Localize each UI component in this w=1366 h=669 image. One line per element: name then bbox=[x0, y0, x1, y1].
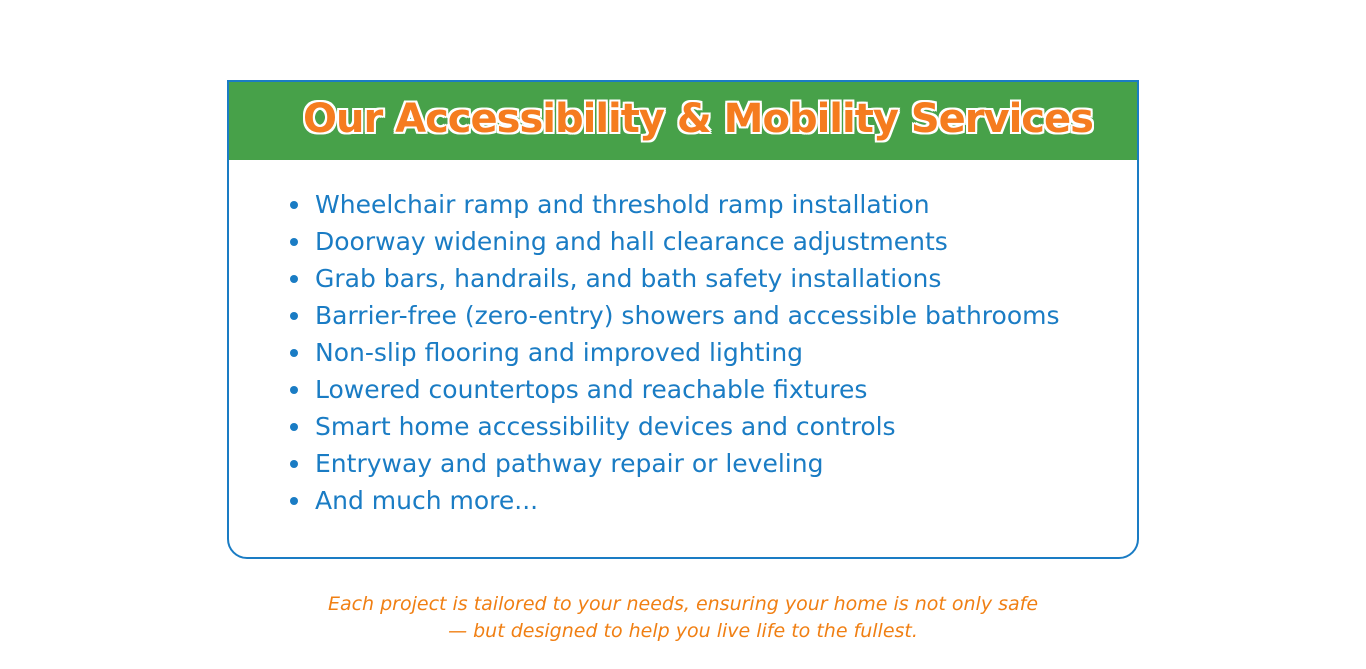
service-item-non-slip-flooring bbox=[287, 334, 1060, 371]
services-list bbox=[287, 186, 1060, 519]
service-item-lowered-countertops bbox=[287, 371, 1060, 408]
service-item-smart-home bbox=[287, 408, 1060, 445]
services-card bbox=[227, 80, 1139, 559]
service-item-label: Smart home accessibility devices and controls bbox=[315, 412, 896, 441]
footer-note-line-1: Each project is tailored to your needs, ensuring your home is not only safe bbox=[327, 593, 1039, 615]
service-item-wheelchair-ramp bbox=[287, 186, 1060, 223]
service-item-label: Barrier-free (zero-entry) showers and accessible bathrooms bbox=[315, 301, 1060, 330]
service-item-label: And much more... bbox=[315, 486, 539, 515]
service-item-label: Doorway widening and hall clearance adjustments bbox=[315, 227, 948, 256]
bullet-icon bbox=[290, 349, 298, 357]
bullet-icon bbox=[290, 423, 298, 431]
services-title: Our Accessibility & Mobility Services bbox=[303, 96, 1093, 142]
bullet-icon bbox=[290, 275, 298, 283]
service-item-label: Non-slip flooring and improved lighting bbox=[315, 338, 804, 367]
bullet-icon bbox=[290, 201, 298, 209]
services-header bbox=[229, 82, 1137, 160]
bullet-icon bbox=[290, 386, 298, 394]
service-item-entryway-repair bbox=[287, 445, 1060, 482]
service-item-barrier-free-showers bbox=[287, 297, 1060, 334]
service-item-label: Lowered countertops and reachable fixtures bbox=[315, 375, 868, 404]
footer-note-line-2: — but designed to help you live life to the fullest. bbox=[448, 620, 918, 642]
service-item-label: Grab bars, handrails, and bath safety installations bbox=[315, 264, 942, 293]
service-item-and-more bbox=[287, 482, 1060, 519]
service-item-grab-bars bbox=[287, 260, 1060, 297]
footer-note bbox=[0, 591, 1366, 645]
bullet-icon bbox=[290, 460, 298, 468]
service-item-doorway-widening bbox=[287, 223, 1060, 260]
service-item-label: Wheelchair ramp and threshold ramp installation bbox=[315, 190, 930, 219]
bullet-icon bbox=[290, 238, 298, 246]
service-item-label: Entryway and pathway repair or leveling bbox=[315, 449, 824, 478]
bullet-icon bbox=[290, 312, 298, 320]
bullet-icon bbox=[290, 497, 298, 505]
